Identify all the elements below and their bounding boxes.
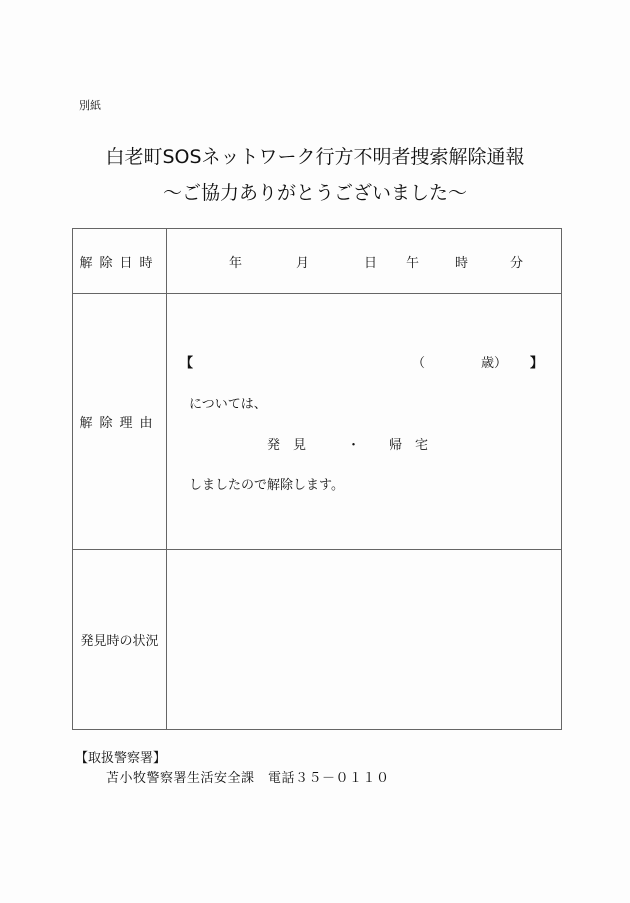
bracket-close: 】 [530,356,544,371]
release-reason-label: 解除理由 [73,294,167,550]
document-title: 白老町SOSネットワーク行方不明者捜索解除通報 [105,146,525,168]
age-paren-open: （ [412,356,426,371]
day-unit: 日 [364,256,378,271]
police-station-heading: 【取扱警察署】 [75,751,167,766]
year-unit: 年 [229,256,243,271]
release-datetime-field[interactable] [167,229,562,294]
release-datetime-label: 解除日時 [73,229,167,294]
option-returned-home[interactable]: 帰 宅 [389,438,429,453]
table-row-release-reason [73,294,562,550]
age-unit: 歳） [481,356,508,371]
table-row-release-datetime [73,229,562,294]
found-situation-label: 発見時の状況 [73,550,167,730]
attachment-label: 別紙 [79,99,101,112]
found-situation-field[interactable] [167,550,562,730]
minute-unit: 分 [510,256,524,271]
police-station-contact: 苫小牧警察署生活安全課 電話３５－０１１０ [106,771,390,786]
bracket-open: 【 [180,356,194,371]
notice-form-table [72,228,562,730]
document-subtitle: ～ご協力ありがとうございました～ [162,182,467,204]
release-reason-field[interactable] [167,294,562,550]
reason-about-text: については、 [189,397,267,412]
option-found[interactable]: 発 見 [267,438,307,453]
option-separator: ・ [347,438,361,453]
reason-release-text: しましたので解除します。 [189,478,344,493]
table-row-found-situation [73,550,562,730]
month-unit: 月 [296,256,310,271]
am-pm-unit: 午 [406,256,420,271]
hour-unit: 時 [455,256,469,271]
